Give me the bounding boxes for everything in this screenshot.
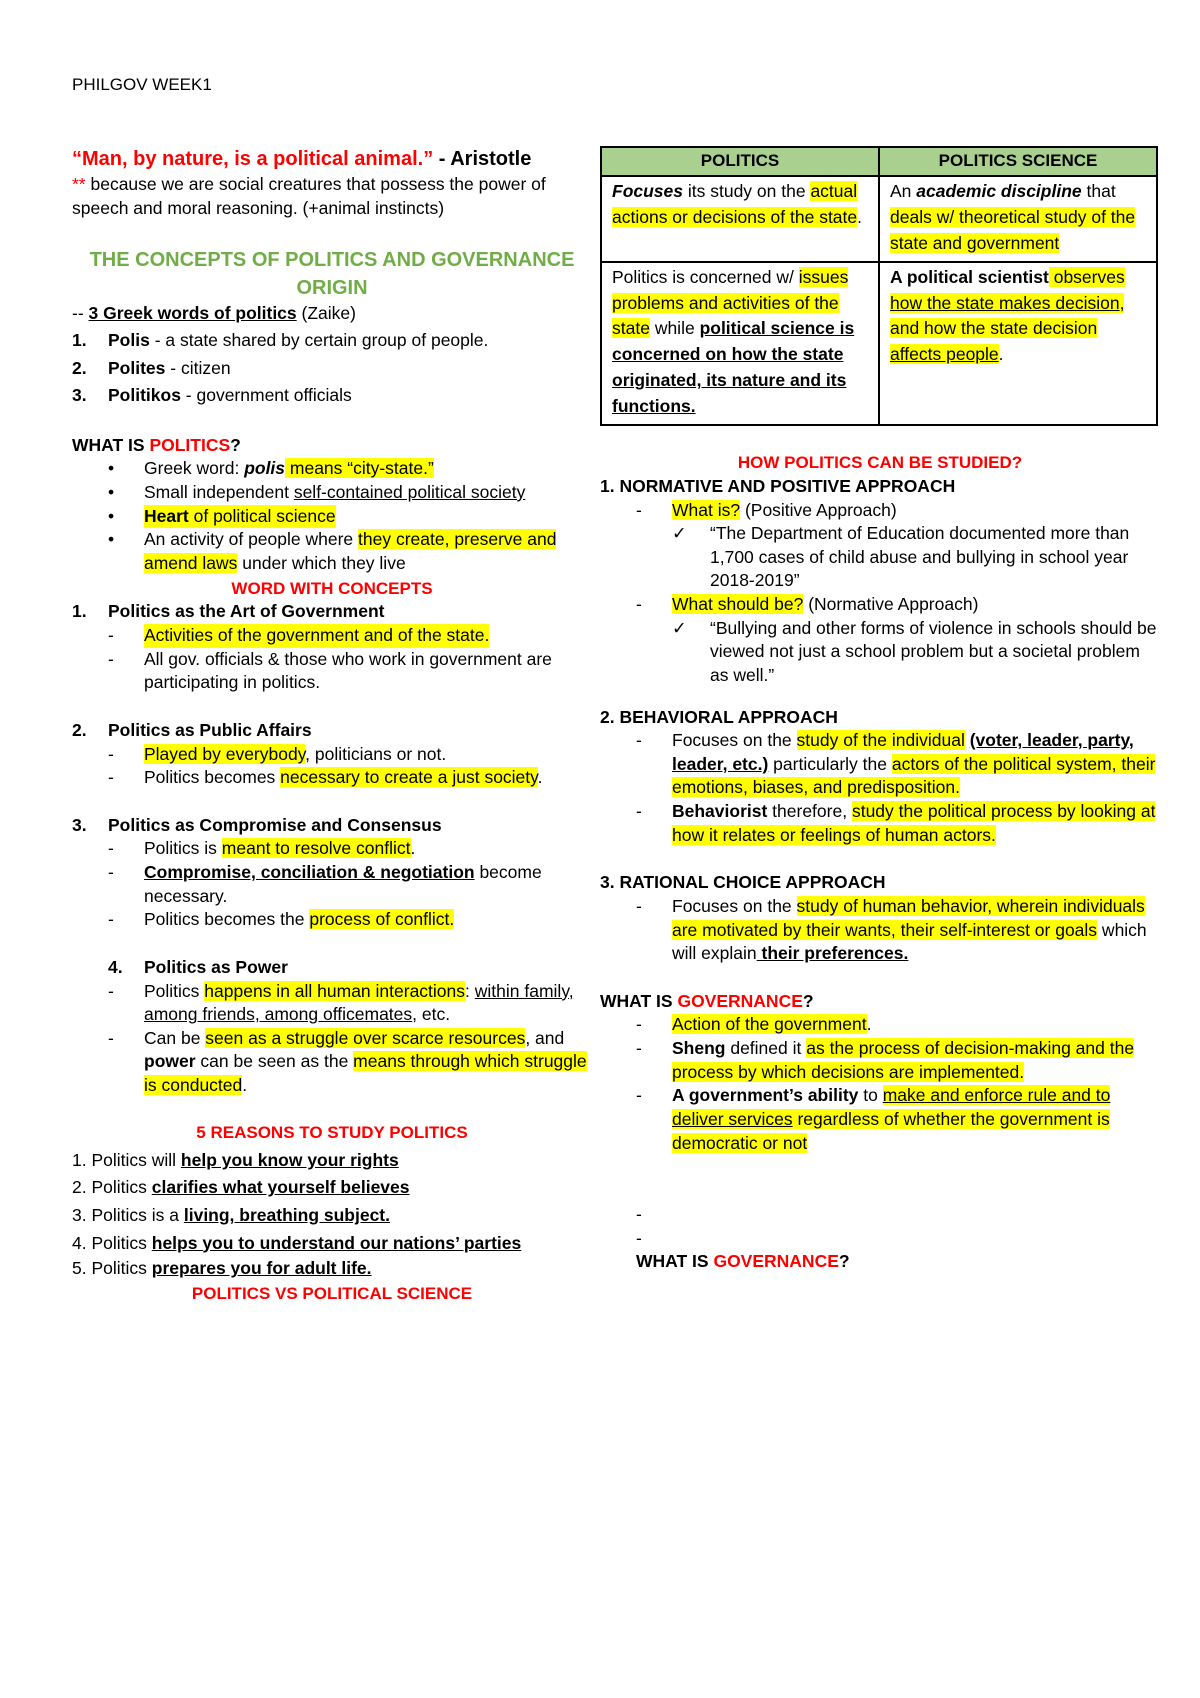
- detail-highlight: Activities of the government and of the state.: [144, 624, 489, 648]
- approach-3-title: 3. RATIONAL CHOICE APPROACH: [600, 872, 886, 893]
- detail-bold: Behaviorist: [672, 801, 768, 822]
- reason-item: [72, 1176, 592, 1200]
- reason-text: helps you to understand our nations’ parties: [151, 1232, 522, 1253]
- reason-prefix: 5. Politics: [72, 1258, 152, 1279]
- concept-detail: [72, 648, 592, 695]
- detail-text: (Positive Approach): [740, 499, 897, 520]
- reason-text: clarifies what yourself believes: [151, 1177, 410, 1198]
- heart-word: Heart: [144, 505, 189, 526]
- concept-number: 4.: [108, 956, 123, 977]
- politics-vs-title: POLITICS VS POLITICAL SCIENCE: [191, 1283, 473, 1303]
- bullet-item: [72, 457, 592, 481]
- bullet-text: Small independent: [144, 482, 294, 502]
- approach-detail: [600, 800, 1160, 847]
- concept-detail: [72, 766, 592, 790]
- greek-word-item: [72, 329, 592, 353]
- heading-suffix: ?: [838, 1251, 850, 1272]
- bullet-text: An activity of people where: [144, 529, 359, 550]
- dash-icon: -: [636, 730, 642, 751]
- detail-highlight: study of human behavior, wherein individuals are motivated by their wants, their self-interest or goals: [672, 895, 1145, 940]
- cell-highlight: issues problems and activities of the state: [612, 266, 849, 339]
- checkmark-icon: ✓: [672, 617, 687, 638]
- detail-text: Politics is: [144, 838, 222, 859]
- governance-detail: [600, 1013, 1160, 1037]
- detail-text: , politicians or not.: [305, 743, 447, 764]
- detail-bold: Compromise, conciliation & negotiation: [144, 862, 475, 883]
- concept-title-text: Politics as the Art of Government: [108, 601, 385, 622]
- dash-icon: -: [108, 648, 114, 669]
- item-def: - government officials: [180, 385, 352, 406]
- bullet-icon: •: [108, 505, 115, 526]
- detail-text: particularly the: [768, 753, 892, 774]
- detail-text-end: .: [242, 1075, 248, 1096]
- detail-text-end: , etc.: [412, 1004, 451, 1025]
- detail-text: All gov. officials & those who work in government are participating in politics.: [144, 648, 552, 693]
- bullet-highlight: Heart of political science: [144, 505, 336, 529]
- intro-prefix: --: [72, 303, 89, 324]
- reason-text: prepares you for adult life.: [151, 1258, 372, 1279]
- detail-highlight: study of the individual: [796, 730, 965, 751]
- detail-text: become necessary.: [144, 862, 542, 906]
- approach-detail: [600, 729, 1160, 800]
- item-term: Politikos: [108, 385, 181, 406]
- reasons-title: 5 REASONS TO STUDY POLITICS: [196, 1122, 468, 1142]
- quote-text: “Man, by nature, is a political animal.”: [72, 148, 434, 170]
- bullet-item: [72, 505, 592, 529]
- detail-highlight: study the political process by looking at how it relates or feelings of human actors.: [672, 801, 1156, 845]
- concept-3-title: 3. Politics as Compromise and Consensus: [72, 814, 592, 838]
- detail-highlight: means through which struggle is conducted: [144, 1051, 587, 1096]
- item-term: Polis: [108, 329, 150, 350]
- checkmark-icon: ✓: [672, 523, 687, 544]
- greek-words-intro: [72, 302, 592, 326]
- table-cell: [601, 262, 879, 425]
- cell-highlight: observes: [1048, 266, 1125, 287]
- detail-text: to: [858, 1085, 883, 1106]
- concepts-title-line2: ORIGIN: [296, 277, 368, 300]
- approach-detail: [600, 895, 1160, 966]
- heading-suffix: ?: [230, 434, 241, 455]
- reason-text: help you know your rights: [180, 1149, 399, 1170]
- quote-note: [72, 173, 592, 220]
- concept-title-text: Politics as Public Affairs: [108, 719, 312, 740]
- table-cell: [601, 176, 879, 262]
- table-row: [601, 262, 1157, 425]
- detail-colon: :: [465, 980, 475, 1001]
- detail-text: Focuses on the: [672, 895, 797, 916]
- concept-2-title: 2. Politics as Public Affairs: [72, 719, 592, 743]
- detail-highlight: What is?: [672, 499, 741, 520]
- cell-text: its study on the: [683, 180, 811, 201]
- item-def: - citizen: [165, 357, 231, 378]
- detail-text: Focuses on the: [672, 730, 797, 751]
- reason-item: [72, 1204, 592, 1228]
- intro-bold: 3 Greek words of politics: [88, 303, 297, 324]
- dash-icon: -: [636, 1085, 642, 1106]
- heading-suffix: ?: [802, 990, 814, 1011]
- concepts-title-line1: THE CONCEPTS OF POLITICS AND GOVERNANCE: [89, 249, 575, 272]
- approach-detail: [600, 499, 1160, 523]
- detail-highlight: happens in all human interactions: [204, 980, 466, 1001]
- heading-prefix: WHAT IS: [72, 434, 150, 455]
- detail-bold: A government’s ability: [672, 1085, 859, 1106]
- concept-detail: [72, 908, 592, 932]
- bullet-underline: self-contained political society: [293, 482, 526, 502]
- detail-text: Politics becomes: [144, 767, 281, 788]
- item-number: 3.: [72, 385, 87, 406]
- concept-detail: [72, 861, 592, 908]
- cell-text-end: .: [857, 206, 863, 227]
- cell-highlight: affects people: [890, 344, 999, 365]
- detail-highlight: Action of the government: [672, 1014, 867, 1035]
- bullet-highlight: means “city-state.”: [285, 458, 434, 479]
- table-row: [601, 176, 1157, 262]
- detail-highlight: as the process of decision-making and the process by which decisions are implemented.: [672, 1038, 1135, 1082]
- detail-highlight: What should be?: [672, 594, 804, 615]
- detail-text: (Normative Approach): [803, 594, 979, 615]
- example-text: “Bullying and other forms of violence in schools should be viewed not just a school problem but a societal problem as well.”: [710, 617, 1157, 685]
- detail-underline: within family, among friends, among officemates: [144, 980, 574, 1025]
- word-concepts-title: WORD WITH CONCEPTS: [231, 578, 433, 598]
- approach-detail: [600, 593, 1160, 617]
- detail-bold: their preferences.: [756, 943, 909, 964]
- concept-title-text: Politics as Compromise and Consensus: [108, 814, 442, 835]
- reason-item: [72, 1257, 592, 1281]
- bullet-polis: polis: [244, 458, 286, 479]
- table-header-science: POLITICS SCIENCE: [879, 147, 1157, 176]
- dash-icon: -: [108, 743, 114, 764]
- cell-bold: Focuses: [612, 180, 683, 201]
- detail-text: therefore,: [767, 801, 852, 822]
- greek-word-item: [72, 357, 592, 381]
- dash-icon: -: [636, 1014, 642, 1035]
- detail-text-end: .: [866, 1014, 872, 1035]
- detail-highlight: necessary to create a just society: [280, 767, 538, 788]
- dash-icon: -: [108, 909, 114, 930]
- reason-prefix: 2. Politics: [72, 1177, 152, 1198]
- cell-highlight: actual actions or decisions of the state: [612, 180, 858, 227]
- approach-2-title: 2. BEHAVIORAL APPROACH: [600, 706, 838, 727]
- what-is-governance-heading: [600, 990, 1160, 1014]
- bullet-item: [72, 481, 592, 505]
- heading-prefix: WHAT IS: [636, 1251, 714, 1272]
- bullet-icon: •: [108, 529, 115, 550]
- table-cell: [879, 176, 1157, 262]
- cell-highlight: how the state makes decision: [890, 292, 1120, 313]
- note-text: because we are social creatures that possess the power of speech and moral reasoning. (+animal instincts): [72, 174, 546, 218]
- empty-dash: -: [636, 1204, 642, 1225]
- concept-detail: [72, 743, 592, 767]
- dash-icon: -: [636, 895, 642, 916]
- governance-detail: [600, 1084, 1160, 1155]
- cell-text: while: [649, 318, 700, 339]
- approach-example: [600, 617, 1160, 688]
- dash-icon: -: [108, 625, 114, 646]
- detail-text: Politics: [144, 980, 205, 1001]
- bullet-text-end: under which they live: [237, 552, 406, 573]
- detail-text: which will explain: [672, 919, 1147, 964]
- concept-detail: [72, 980, 592, 1027]
- aristotle-quote: [72, 146, 592, 173]
- governance-detail: [600, 1037, 1160, 1084]
- detail-text: can be seen as the: [195, 1051, 354, 1072]
- table-header-politics: POLITICS: [601, 147, 879, 176]
- bullet-text: Greek word:: [144, 458, 245, 479]
- comparison-table: [600, 146, 1158, 426]
- detail-highlight: Played by everybody: [144, 743, 306, 764]
- detail-highlight: regardless of whether the government is democratic or not: [672, 1108, 1110, 1153]
- item-def: - a state shared by certain group of people.: [149, 329, 489, 350]
- right-column: [600, 146, 1160, 1274]
- left-column: [72, 146, 592, 1306]
- dash-icon: -: [108, 980, 114, 1001]
- dash-icon: -: [108, 862, 114, 883]
- cell-text-end: .: [998, 344, 1004, 365]
- concept-1-title: 1. Politics as the Art of Government: [72, 600, 592, 624]
- concept-detail: [72, 1027, 592, 1098]
- cell-text: that: [1081, 180, 1116, 201]
- dash-icon: -: [636, 594, 642, 615]
- item-number: 2.: [72, 357, 87, 378]
- what-is-governance-repeat: [600, 1250, 1160, 1274]
- bullet-icon: •: [108, 482, 115, 502]
- detail-text: Can be: [144, 1027, 206, 1048]
- detail-text: , and: [525, 1027, 565, 1048]
- detail-bold: (voter, leader, party, leader, etc.): [672, 730, 1134, 774]
- item-number: 1.: [72, 329, 87, 350]
- greek-word-item: [72, 384, 592, 408]
- concept-title-text: Politics as Power: [144, 956, 288, 977]
- approach-example: [600, 522, 1160, 593]
- dash-icon: -: [636, 499, 642, 520]
- detail-bold: Sheng: [672, 1038, 726, 1059]
- detail-bold: power: [144, 1051, 196, 1072]
- concept-detail: [72, 624, 592, 648]
- dash-icon: -: [108, 767, 114, 788]
- detail-highlight: meant to resolve conflict: [221, 838, 411, 859]
- reason-prefix: 3. Politics is a: [72, 1204, 184, 1225]
- quote-author: - Aristotle: [433, 148, 532, 170]
- dash-icon: -: [108, 838, 114, 859]
- cell-bold: political science is concerned on how the state originated, its nature and its functions.: [612, 318, 855, 417]
- cell-bold: academic discipline: [916, 180, 1082, 201]
- example-text: “The Department of Education documented more than 1,700 cases of child abuse and bullying in school year 2018-2019”: [710, 523, 1130, 591]
- cell-text: Politics is concerned w/: [612, 266, 799, 287]
- heading-word: GOVERNANCE: [713, 1251, 839, 1272]
- detail-highlight: seen as a struggle over scarce resources: [205, 1027, 526, 1048]
- reason-item: [72, 1149, 592, 1173]
- cell-highlight: deals w/ theoretical study of the state and government: [890, 206, 1136, 253]
- detail-highlight: make and enforce rule and to deliver services: [672, 1085, 1111, 1129]
- intro-suffix: (Zaike): [296, 303, 356, 324]
- detail-text: Politics becomes the: [144, 909, 310, 930]
- bullet-highlight: they create, preserve and amend laws: [144, 529, 557, 573]
- how-studied-title: HOW POLITICS CAN BE STUDIED?: [737, 452, 1023, 472]
- heading-word: POLITICS: [149, 434, 231, 455]
- note-marker: **: [72, 174, 86, 194]
- detail-text-end: .: [410, 838, 416, 859]
- reason-item: [72, 1232, 542, 1256]
- dash-icon: -: [636, 1038, 642, 1059]
- heading-word: GOVERNANCE: [677, 990, 803, 1011]
- detail-highlight: actors of the political system, their emotions, biases, and predisposition.: [672, 753, 1156, 798]
- reason-prefix: 4. Politics: [72, 1232, 152, 1253]
- detail-text-end: .: [537, 767, 543, 788]
- concept-4-title: [72, 956, 592, 980]
- concept-detail: [72, 837, 592, 861]
- approach-1-title: 1. NORMATIVE AND POSITIVE APPROACH: [600, 475, 956, 496]
- reason-prefix: 1. Politics will: [72, 1149, 181, 1170]
- cell-text: An: [890, 180, 917, 201]
- table-cell: [879, 262, 1157, 425]
- cell-bold: A political scientist: [890, 266, 1049, 287]
- concepts-title: [72, 246, 592, 302]
- what-is-politics-heading: [72, 434, 592, 458]
- bullet-icon: •: [108, 458, 115, 479]
- cell-highlight: , and how the state decision: [890, 292, 1125, 339]
- reason-text: living, breathing subject.: [183, 1204, 390, 1225]
- empty-dash: -: [636, 1227, 642, 1248]
- detail-text: defined it: [725, 1038, 807, 1059]
- item-term: Polites: [108, 357, 166, 378]
- heading-prefix: WHAT IS: [600, 990, 678, 1011]
- table-header-row: [601, 147, 1157, 176]
- dash-icon: -: [108, 1027, 114, 1048]
- bullet-item: [72, 528, 592, 575]
- dash-icon: -: [636, 801, 642, 822]
- detail-highlight: process of conflict.: [309, 909, 455, 930]
- page-header: PHILGOV WEEK1: [72, 75, 212, 94]
